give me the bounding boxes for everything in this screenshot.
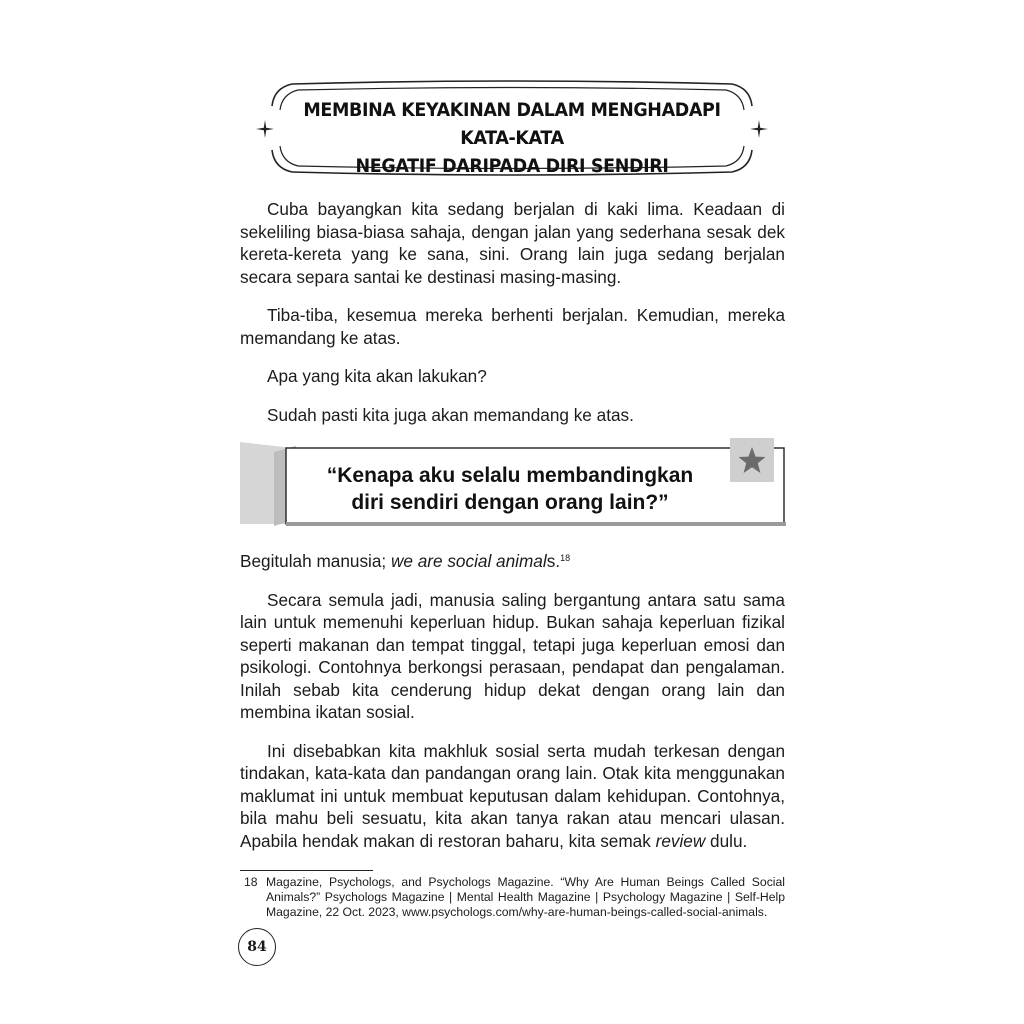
heading-line-2: NEGATIF DARIPADA DIRI SENDIRI — [355, 155, 669, 177]
paragraph-6-tail: dulu. — [705, 830, 748, 851]
page-number: 84 — [238, 928, 276, 966]
paragraph-6-main: Ini disebabkan kita makhluk sosial serta mudah terkesan dengan tindakan, kata-kata dan pandangan orang lain. Otak kita menggunakan maklumat ini untuk membuat keputusan dalam kehidupan. Contohnya, bila mahu beli sesuatu, kita akan tanya rakan atau mencari ulasan. Apabila hendak makan di restoran baharu, kita semak — [240, 740, 785, 851]
heading-line-1: MEMBINA KEYAKINAN DALAM MENGHADAPI KATA-KATA — [303, 99, 721, 149]
sparkle-icon — [256, 120, 274, 138]
quote-line-1: “Kenapa aku selalu membandingkan — [326, 464, 694, 487]
footnote-text: Magazine, Psychologs, and Psychologs Magazine. “Why Are Human Beings Called Social Animals?” Psychologs Magazine | Mental Health Magazine | Psychology Magazine | Self-Help Magazine, 22 Oct. 2023, www.psychologs.com/why-are-human-beings-called-social-animals. — [266, 875, 785, 919]
paragraph-6-italic: review — [655, 830, 706, 851]
paragraph-2: Tiba-tiba, kesemua mereka berhenti berjalan. Kemudian, mereka memandang ke atas. — [240, 305, 785, 348]
star-badge — [730, 438, 774, 482]
star-icon — [730, 438, 774, 482]
paragraph-4: Sudah pasti kita juga akan memandang ke atas. — [267, 404, 634, 425]
footnote-ref[interactable]: 18 — [560, 553, 571, 563]
footnote-number: 18 — [244, 875, 258, 889]
sparkle-icon — [750, 120, 768, 138]
paragraph-5: Secara semula jadi, manusia saling bergantung antara satu sama lain untuk memenuhi keperluan hidup. Bukan sahaja keperluan fizikal seperti makanan dan tempat tinggal, tetapi juga keperluan emosi dan psikologi. Contohnya berkongsi perasaan, pendapat dan pengalaman. Inilah sebab kita cenderung hidup dekat dengan orang lain dan membina ikatan sosial. — [240, 589, 785, 722]
lead-sentence — [240, 550, 785, 573]
footnote-rule — [240, 870, 373, 871]
opening-section — [240, 198, 785, 426]
quote-text — [290, 462, 730, 516]
lead-text: Begitulah manusia; — [240, 551, 391, 571]
paragraph-3: Apa yang kita akan lakukan? — [267, 366, 487, 386]
lead-tail: s. — [546, 551, 561, 571]
paragraph-1: Cuba bayangkan kita sedang berjalan di kaki lima. Keadaan di sekeliling biasa-biasa sahaja, dengan jalan yang sederhana sesak dek kereta-kereta yang ke sana, sini. Orang lain juga sedang berjalan secara separa santai ke destinasi masing-masing. — [240, 199, 785, 287]
quote-line-2: diri sendiri dengan orang lain?” — [351, 491, 669, 514]
chapter-heading — [288, 96, 737, 180]
second-section — [240, 550, 785, 852]
paragraph-6 — [240, 740, 785, 853]
lead-italic: we are social animal — [390, 551, 547, 571]
